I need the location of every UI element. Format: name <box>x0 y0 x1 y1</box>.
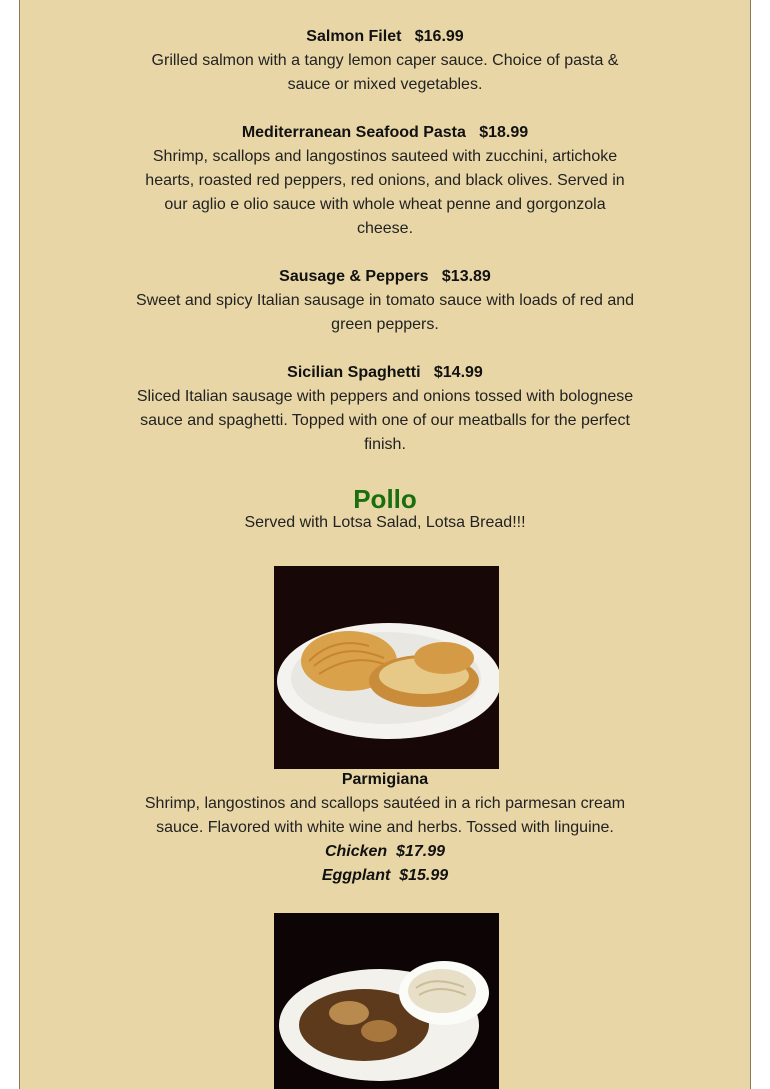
menu-item-parmigiana <box>20 768 750 888</box>
second-dish-photo <box>274 913 499 1089</box>
menu-item-description: Shrimp, langostinos and scallops sautéed in a rich parmesan cream sauce. Flavored with white wine and herbs. Tossed with linguine. <box>144 795 626 836</box>
menu-item-sausage-peppers <box>20 265 750 337</box>
menu-item-salmon-filet <box>20 25 750 97</box>
menu-item-description: Sweet and spicy Italian sausage in tomato sauce with loads of red and green peppers. <box>135 292 635 333</box>
menu-panel <box>19 0 751 1089</box>
menu-item-title: Parmigiana <box>341 771 429 788</box>
plate-illustration <box>274 913 499 1089</box>
section-title-pollo: Pollo <box>353 484 417 514</box>
menu-item-sicilian-spaghetti <box>20 361 750 457</box>
price-chicken: Chicken $17.99 <box>324 843 446 860</box>
parmigiana-photo <box>274 566 499 769</box>
plate-illustration <box>274 566 499 769</box>
price-eggplant: Eggplant $15.99 <box>321 867 449 884</box>
menu-item-description: Shrimp, scallops and langostinos sauteed with zucchini, artichoke hearts, roasted red peppers, red onions, and black olives. Served in our aglio e olio sauce with whole wheat penne and gorgonzola cheese. <box>145 148 625 237</box>
menu-item-mediterranean-seafood-pasta <box>20 121 750 241</box>
menu-item-description: Grilled salmon with a tangy lemon caper sauce. Choice of pasta & sauce or mixed vegetables. <box>151 52 619 93</box>
section-subtitle: Served with Lotsa Salad, Lotsa Bread!!! <box>244 514 526 531</box>
menu-item-title: Mediterranean Seafood Pasta $18.99 <box>241 124 529 141</box>
menu-item-title: Sicilian Spaghetti $14.99 <box>287 364 483 381</box>
menu-item-title: Sausage & Peppers $13.89 <box>279 268 491 285</box>
menu-item-description: Sliced Italian sausage with peppers and onions tossed with bolognese sauce and spaghetti. Topped with one of our meatballs for the perfect finish. <box>136 388 634 453</box>
menu-item-title: Salmon Filet $16.99 <box>306 28 464 45</box>
